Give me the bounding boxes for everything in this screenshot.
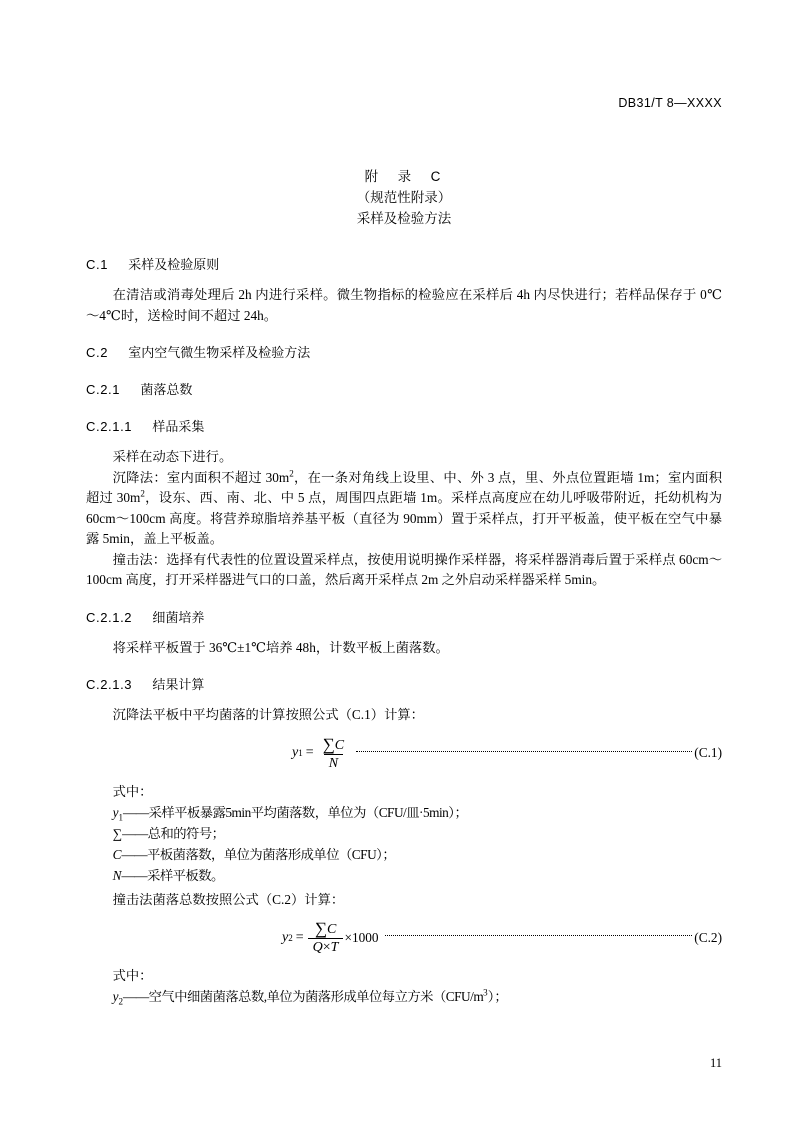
- formula-c2: y 2 = $\frac{\sum C}{Q\times T}$ ×1000: [282, 919, 379, 955]
- formula-c2-lhs: y: [282, 929, 289, 945]
- paragraph-calc-intro-2: 撞击法菌落总数按照公式（C.2）计算：: [112, 891, 345, 907]
- formula-c2-denominator-q: Q: [312, 940, 323, 955]
- formula-c2-denominator-t: T: [330, 940, 339, 955]
- where-label-2: 式中：: [112, 968, 153, 983]
- annex-title-block: [86, 166, 722, 229]
- formula-row-c2: [86, 920, 722, 955]
- clause-heading-c21: [86, 380, 722, 400]
- paragraph-group-culture: [86, 638, 722, 659]
- clause-title-c211: 样品采集: [152, 419, 205, 434]
- paragraph-group-calc-intro-2: [86, 890, 722, 911]
- cubic-meter-superscript: 3: [483, 987, 488, 998]
- definition-symbol-y2: y: [112, 989, 119, 1004]
- clause-number-c213: C.2.1.3: [86, 677, 133, 692]
- definition-text-y2-a: ——空气中细菌菌落总数,单位为菌落形成单位每立方米（CFU/m: [123, 989, 484, 1004]
- formula-c2-numerator-var: C: [326, 922, 337, 937]
- formula-c1-leader-dots: [356, 751, 692, 752]
- paragraph-principle: 在清洁或消毒处理后 2h 内进行采样。微生物指标的检验应在采样后 4h 内尽快进行；若样品保存于 0℃～4℃时，送检时间不超过 24h。: [86, 287, 722, 323]
- definition-symbol-n: N: [112, 867, 122, 883]
- formula-c1-lhs: y: [292, 745, 299, 760]
- clause-number-c1: C.1: [86, 257, 109, 272]
- sedimentation-text-b: ，在一条对角线上设里、中、外 3 点，里、外点位置距墙 1m；室内面积超过 30m: [86, 469, 722, 505]
- where-label-1: 式中：: [112, 783, 153, 799]
- sedimentation-text-c: ，设东、西、南、北、中 5 点，周围四点距墙 1m。采样点高度应在幼儿呼吸带附近，托幼机构为 60cm～100cm 高度。将营养琼脂培养基平板（直径为 90mm）置于采样点，打开平板盖，使平板在空气中暴露 5min，盖上平板盖。: [86, 490, 722, 546]
- area-superscript-1: 2: [289, 468, 294, 479]
- definition-text-c: ——平板菌落数，单位为菌落形成单位（CFU）；: [121, 846, 396, 862]
- clause-heading-c213: [86, 675, 722, 695]
- definition-text-y2-b: ）；: [487, 989, 508, 1004]
- clause-number-c21: C.2.1: [86, 382, 121, 397]
- formula-c1-denominator: N: [324, 754, 343, 771]
- clause-heading-c212: [86, 608, 722, 628]
- definition-list-1: [86, 802, 722, 886]
- paragraph-culture: 将采样平板置于 36℃±1℃培养 48h，计数平板上菌落数。: [112, 639, 449, 655]
- clause-title-c213: 结果计算: [152, 677, 205, 692]
- definition-text-y1: ——采样平板暴露5min平均菌落数，单位为（CFU/皿·5min）；: [123, 804, 468, 820]
- formula-c1-equals: =: [305, 745, 314, 760]
- definition-list-2: [86, 986, 722, 1007]
- clause-heading-c2: [86, 343, 722, 363]
- definition-text-sigma: ——总和的符号；: [122, 825, 225, 841]
- sigma-symbol: ∑: [314, 919, 327, 938]
- formula-c2-numerator: [310, 920, 341, 938]
- area-superscript-2: 2: [140, 488, 145, 499]
- clause-title-c1: 采样及检验原则: [128, 257, 220, 272]
- clause-title-c21: 菌落总数: [140, 382, 193, 397]
- annex-normative-note: （规范性附录）: [356, 190, 452, 205]
- definition-item-sigma: [86, 823, 722, 844]
- formula-c2-fraction: [308, 920, 344, 955]
- formula-c1-numerator-var: C: [334, 737, 345, 753]
- sedimentation-text-a: 沉降法：室内面积不超过 30m: [112, 469, 290, 485]
- annex-title: 采样及检验方法: [356, 211, 452, 226]
- paragraph-group-calc-intro-1: [86, 705, 722, 726]
- formula-c1-number: (C.1): [694, 745, 722, 760]
- formula-c2-multiplier: ×1000: [344, 929, 379, 945]
- sigma-symbol: ∑: [322, 734, 335, 754]
- formula-c2-denominator: [308, 938, 344, 955]
- definition-symbol-sigma: ∑: [112, 825, 123, 841]
- paragraph-sedimentation: [86, 468, 722, 550]
- definition-item-y2: [86, 986, 722, 1007]
- paragraph-group-sampling: [86, 447, 722, 591]
- formula-c2-equals: =: [295, 929, 304, 945]
- formula-c1-fraction: [318, 736, 349, 771]
- definition-symbol-y1: y: [112, 804, 119, 820]
- formula-c1: y 1 = $\frac{\sum C}{N}$: [292, 736, 350, 771]
- definition-item-n: [86, 865, 722, 886]
- definition-symbol-y1-subscript: 1: [118, 812, 124, 823]
- clause-number-c211: C.2.1.1: [86, 419, 133, 434]
- clause-heading-c211: [86, 417, 722, 437]
- formula-c1-numerator: [318, 736, 349, 754]
- paragraph-group-principle: [86, 285, 722, 326]
- document-header-standard-number: DB31/T 8—XXXX: [618, 96, 722, 110]
- paragraph-calc-intro-1: 沉降法平板中平均菌落的计算按照公式（C.1）计算：: [112, 707, 424, 722]
- definition-symbol-c: C: [112, 846, 122, 862]
- definition-text-n: ——采样平板数。: [121, 867, 224, 883]
- clause-number-c212: C.2.1.2: [86, 609, 133, 625]
- document-body: [86, 166, 722, 1007]
- formula-row-c1: [86, 736, 722, 771]
- paragraph-dynamic: 采样在动态下进行。: [112, 449, 233, 464]
- clause-title-c212: 细菌培养: [152, 609, 205, 625]
- definition-item-c: [86, 844, 722, 865]
- definition-item-y1: [86, 802, 722, 823]
- clause-title-c2: 室内空气微生物采样及检验方法: [128, 345, 311, 360]
- definition-symbol-y2-subscript: 2: [118, 996, 124, 1007]
- clause-number-c2: C.2: [86, 345, 109, 360]
- paragraph-impact: 撞击法：选择有代表性的位置设置采样点，按使用说明操作采样器，将采样器消毒后置于采样点 60cm～100cm 高度，打开采样器进气口的口盖，然后离开采样点 2m 之外启动采样器采样 5min。: [86, 551, 722, 587]
- page-number: 11: [709, 1056, 722, 1070]
- formula-c2-leader-dots: [385, 935, 693, 936]
- clause-heading-c1: [86, 255, 722, 275]
- annex-label: 附 录 C: [364, 169, 444, 184]
- formula-c2-denominator-times: ×: [322, 940, 331, 955]
- formula-c2-number: (C.2): [694, 929, 722, 945]
